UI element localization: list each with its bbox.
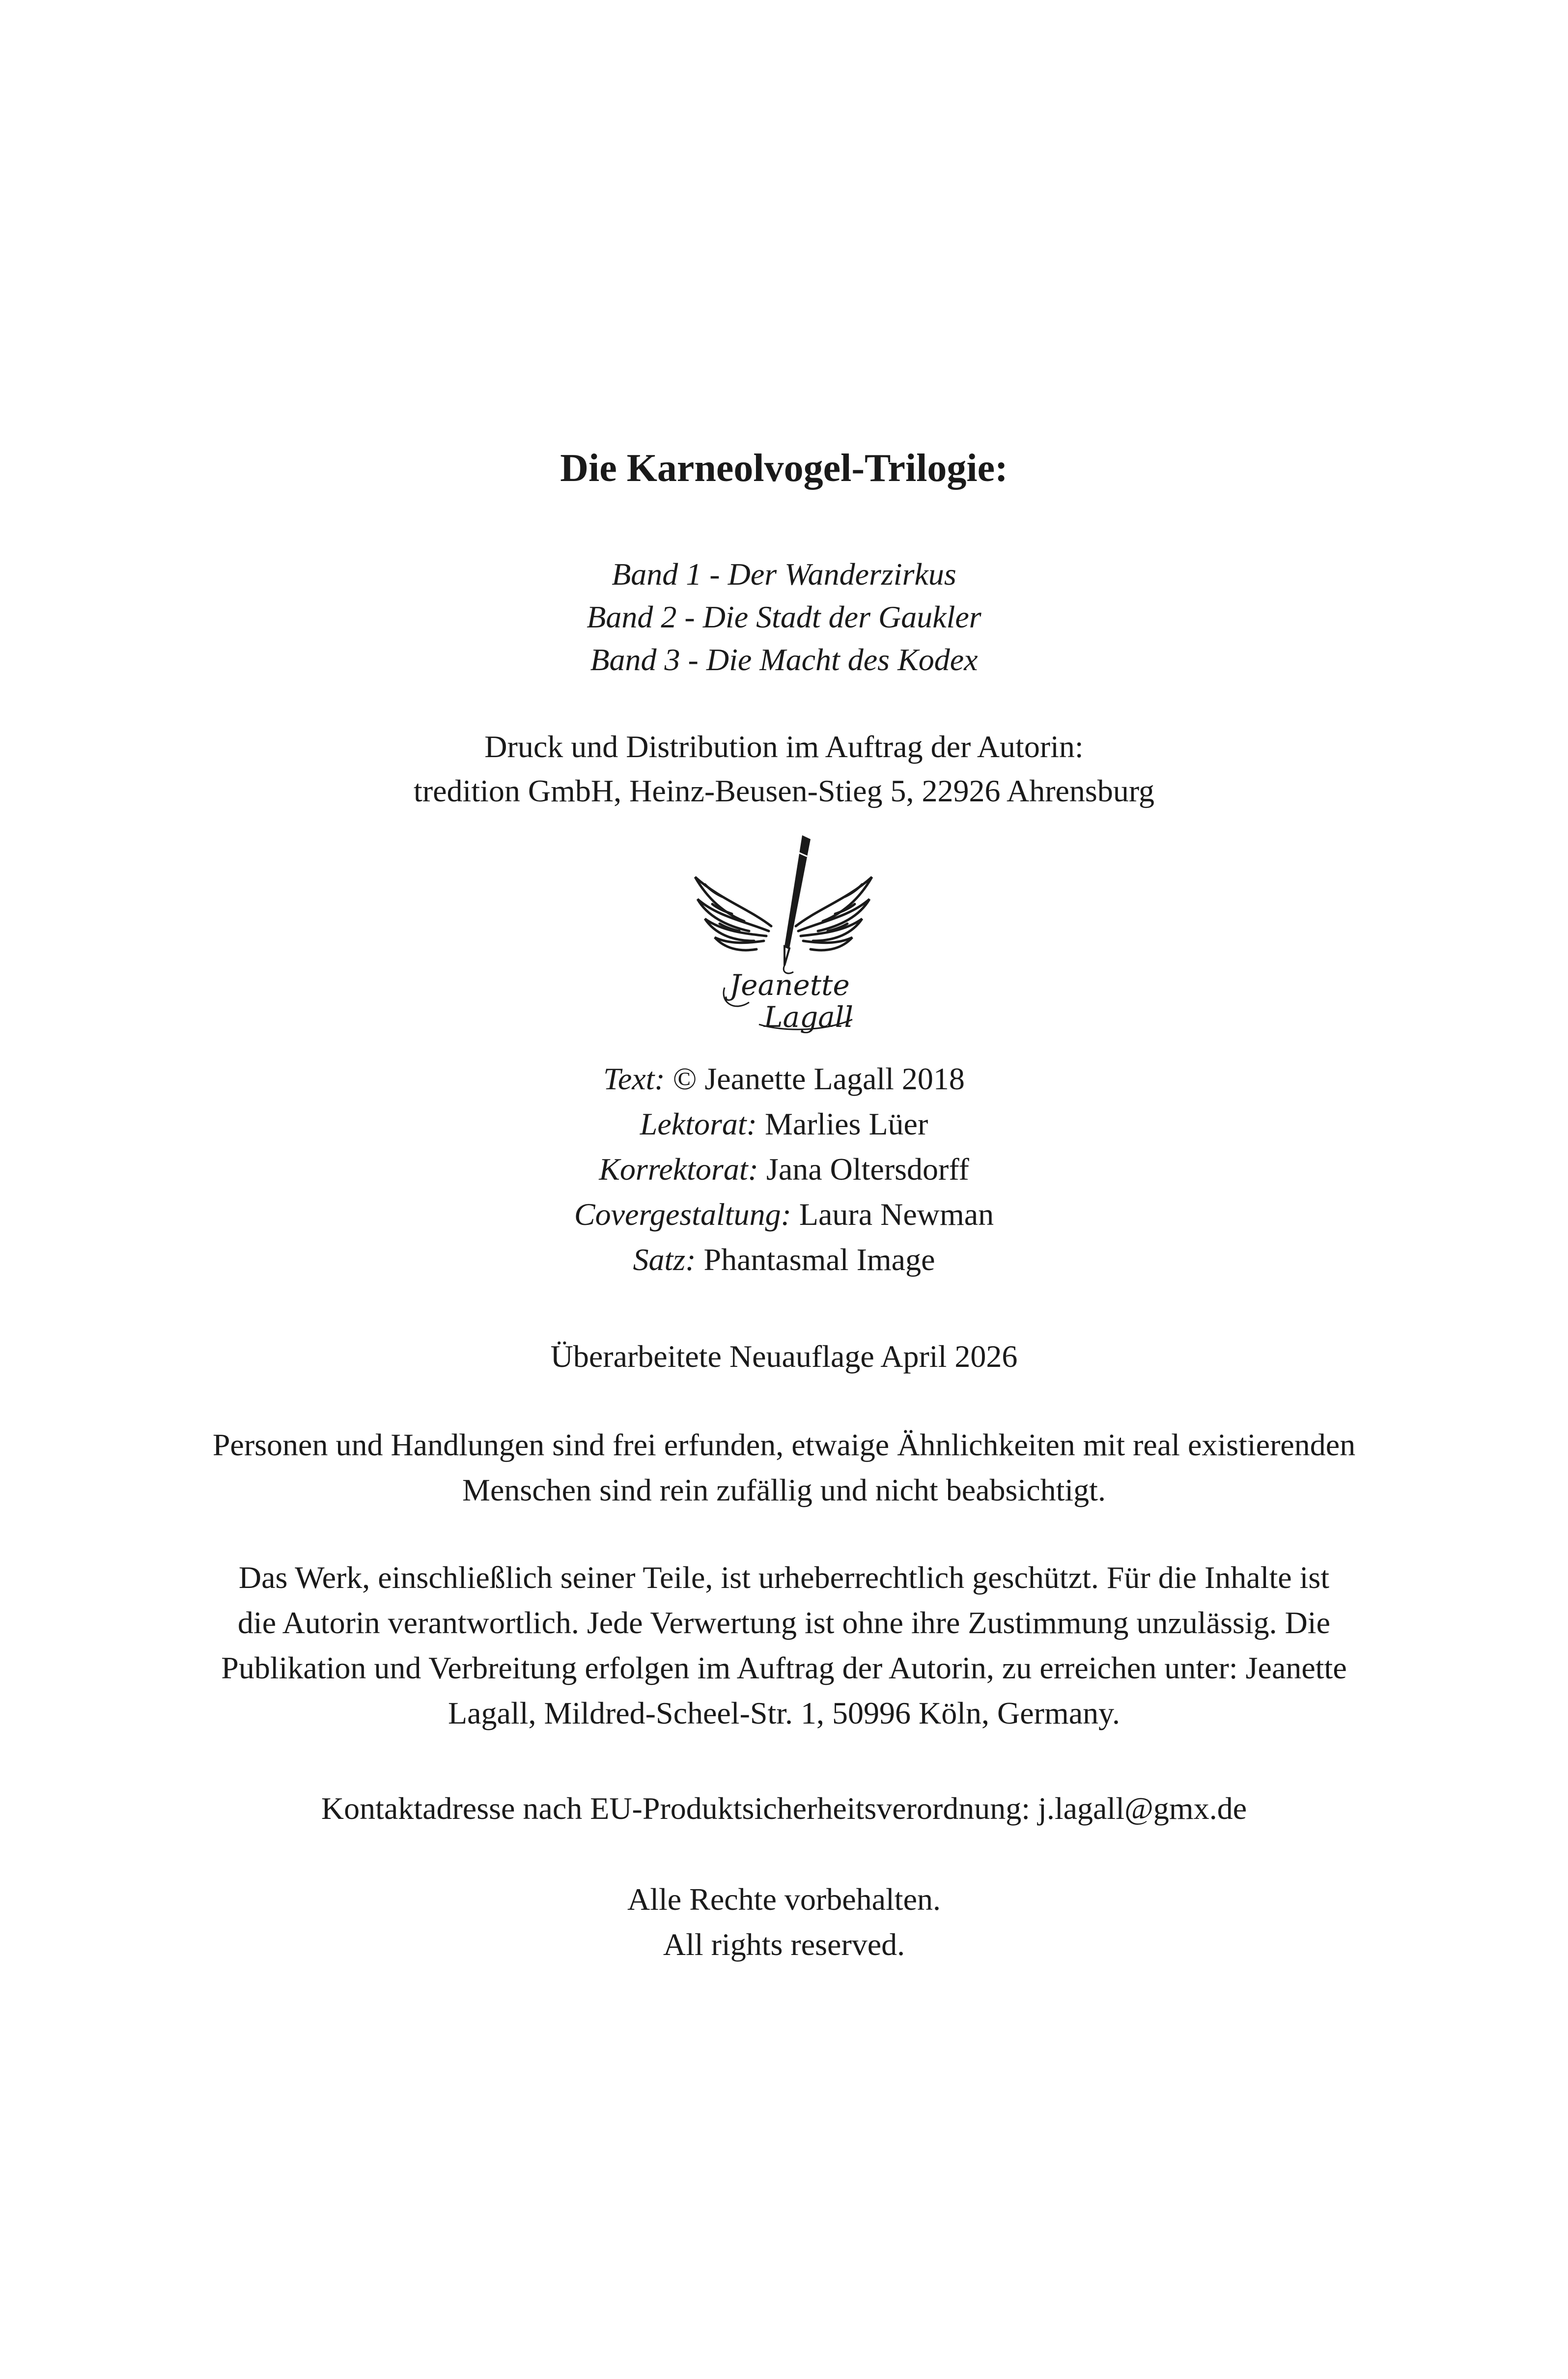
series-item-1: Band 1 - Der Wanderzirkus bbox=[612, 557, 956, 592]
credit-label: Covergestaltung: bbox=[574, 1197, 791, 1232]
edition-note: Überarbeitete Neuauflage April 2026 bbox=[550, 1339, 1018, 1374]
rights-line-en: All rights reserved. bbox=[663, 1927, 905, 1962]
fiction-line-2: Menschen sind rein zufällig und nicht beabsichtigt. bbox=[462, 1473, 1106, 1507]
contact-address: Kontaktadresse nach EU-Produktsicherheitsverordnung: j.lagall@gmx.de bbox=[321, 1791, 1247, 1826]
series-title: Die Karneolvogel-Trilogie: bbox=[560, 447, 1008, 490]
series-item-2: Band 2 - Die Stadt der Gaukler bbox=[587, 599, 981, 634]
rights-line-de: Alle Rechte vorbehalten. bbox=[627, 1882, 941, 1917]
credit-satz bbox=[0, 1237, 1568, 1282]
copyright-line-4: Lagall, Mildred-Scheel-Str. 1, 50996 Köln, Germany. bbox=[448, 1696, 1120, 1730]
credit-value: Phantasmal Image bbox=[703, 1242, 935, 1277]
credit-label: Text: bbox=[603, 1061, 665, 1096]
credit-korrektorat bbox=[0, 1147, 1568, 1192]
logo-text-last: Lagall bbox=[764, 1000, 853, 1034]
print-distribution bbox=[0, 725, 1568, 813]
copyright-notice bbox=[0, 1555, 1568, 1736]
copyright-line-3: Publikation und Verbreitung erfolgen im Auftrag der Autorin, zu erreichen unter: Jeanette bbox=[221, 1650, 1347, 1685]
rights-reserved bbox=[0, 1877, 1568, 1967]
series-item-3: Band 3 - Die Macht des Kodex bbox=[590, 642, 978, 677]
credit-text bbox=[0, 1056, 1568, 1102]
credits-list bbox=[0, 1056, 1568, 1282]
copyright-line-2: die Autorin verantwortlich. Jede Verwertung ist ohne ihre Zustimmung unzulässig. Die bbox=[237, 1605, 1331, 1640]
credit-cover bbox=[0, 1192, 1568, 1237]
credit-value: Laura Newman bbox=[799, 1197, 994, 1232]
fiction-line-1: Personen und Handlungen sind frei erfunden, etwaige Ähnlichkeiten mit real existierenden bbox=[212, 1427, 1356, 1462]
winged-pen-icon bbox=[675, 825, 892, 1042]
credit-label: Korrektorat: bbox=[599, 1152, 758, 1187]
credit-value: Marlies Lüer bbox=[764, 1106, 928, 1141]
logo-text-first: Jeanette bbox=[729, 968, 850, 1002]
credit-value: Jana Oltersdorff bbox=[766, 1152, 969, 1187]
print-line-1: Druck und Distribution im Auftrag der Autorin: bbox=[484, 729, 1084, 764]
fiction-disclaimer bbox=[0, 1422, 1568, 1513]
credit-lektorat bbox=[0, 1102, 1568, 1147]
series-list bbox=[0, 553, 1568, 681]
credit-label: Satz: bbox=[633, 1242, 696, 1277]
credit-value: © Jeanette Lagall 2018 bbox=[672, 1061, 965, 1096]
copyright-line-1: Das Werk, einschließlich seiner Teile, ist urheberrechtlich geschützt. Für die Inhalte ist bbox=[238, 1560, 1330, 1595]
print-line-2: tredition GmbH, Heinz-Beusen-Stieg 5, 22926 Ahrensburg bbox=[414, 773, 1154, 808]
credit-label: Lektorat: bbox=[640, 1106, 757, 1141]
